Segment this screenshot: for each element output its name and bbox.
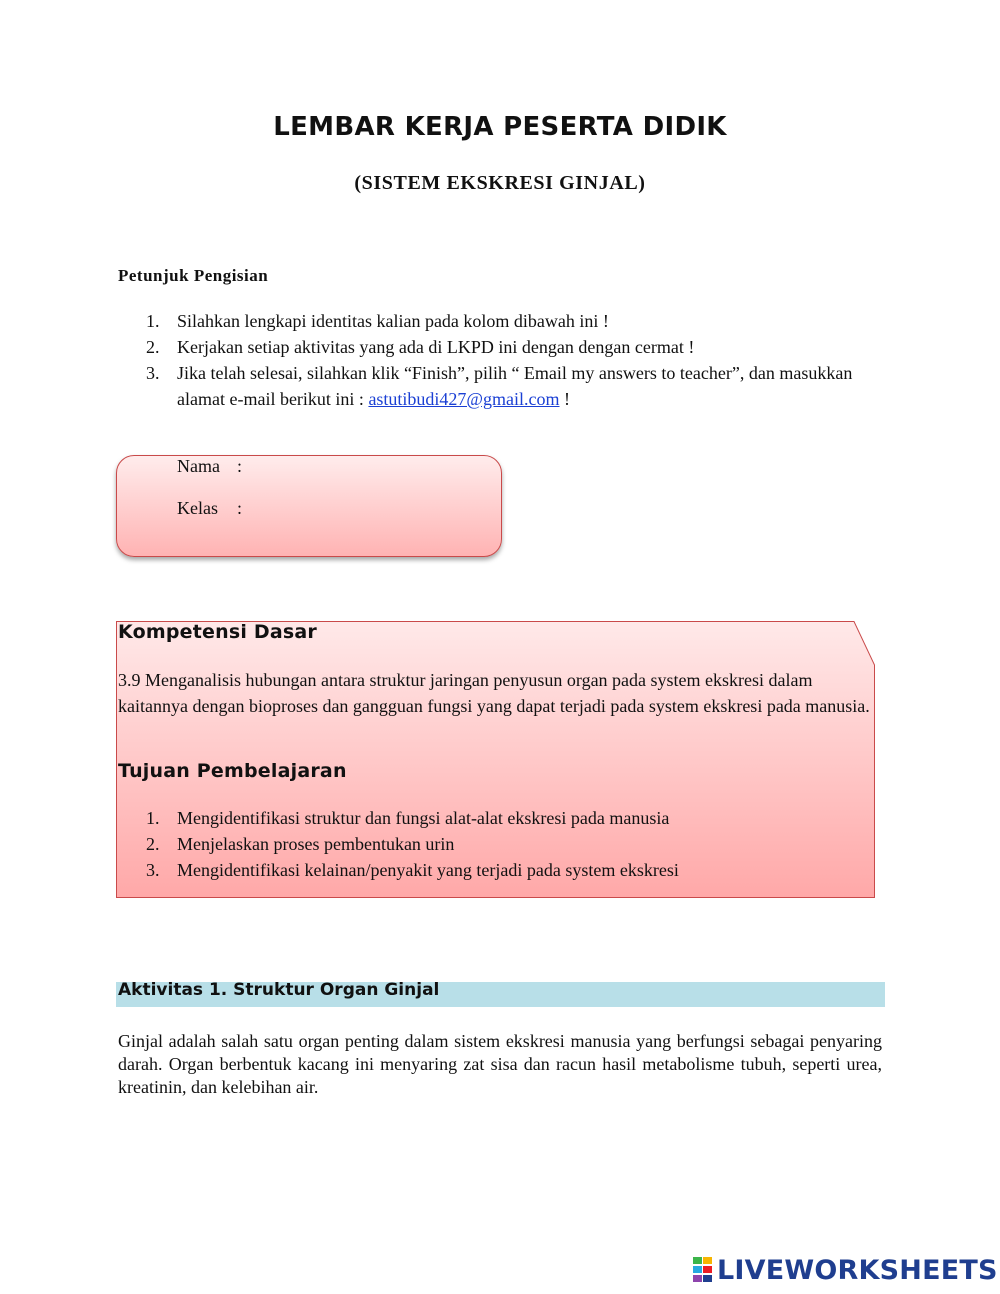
list-item-number: 1.	[146, 311, 160, 331]
brand-name: LIVEWORKSHEETS	[717, 1254, 998, 1286]
tujuan-heading: Tujuan Pembelajaran	[118, 760, 347, 782]
liveworksheets-logo-icon	[693, 1257, 713, 1283]
email-link[interactable]: astutibudi427@gmail.com	[368, 389, 560, 409]
kompetensi-text: 3.9 Menganalisis hubungan antara struktur jaringan penyusun organ pada system ekskresi dalam kaitannya dengan bioproses dan gangguan fungsi yang dapat terjadi pada system ekskresi pada manusia.	[118, 670, 870, 716]
list-item-number: 3.	[146, 860, 160, 880]
tujuan-list	[146, 805, 846, 883]
page-title: LEMBAR KERJA PESERTA DIDIK	[273, 112, 727, 142]
list-item-number: 2.	[146, 337, 160, 357]
list-item-text: Mengidentifikasi struktur dan fungsi alat-alat ekskresi pada manusia	[177, 808, 670, 828]
list-item-suffix: !	[559, 389, 570, 409]
list-item-number: 1.	[146, 808, 160, 828]
identity-box	[116, 455, 502, 557]
petunjuk-heading: Petunjuk Pengisian	[118, 266, 269, 285]
list-item-number: 2.	[146, 834, 160, 854]
page-subtitle: (SISTEM EKSKRESI GINJAL)	[354, 172, 646, 194]
aktivitas-text: Ginjal adalah salah satu organ penting dalam sistem ekskresi manusia yang berfungsi sebagai penyaring darah. Organ berbentuk kacang ini menyaring zat sisa dan racun hasil metabolisme tubuh, seperti urea, kreatinin, dan kelebihan air.	[118, 1031, 882, 1097]
list-item-text: Kerjakan setiap aktivitas yang ada di LKPD ini dengan dengan cermat !	[177, 337, 695, 357]
list-item-text: Silahkan lengkapi identitas kalian pada kolom dibawah ini !	[177, 311, 609, 331]
aktivitas-title: Aktivitas 1. Struktur Organ Ginjal	[118, 980, 440, 1000]
list-item-text: Menjelaskan proses pembentukan urin	[177, 834, 455, 854]
nama-label: Nama	[177, 456, 220, 476]
kelas-row	[177, 498, 243, 519]
kelas-label: Kelas	[177, 498, 218, 518]
list-item	[146, 857, 846, 883]
liveworksheets-brand[interactable]	[693, 1254, 998, 1286]
nama-row	[177, 456, 243, 477]
kompetensi-heading: Kompetensi Dasar	[118, 621, 317, 643]
list-item	[146, 334, 856, 360]
list-item	[146, 360, 856, 412]
list-item	[146, 308, 856, 334]
kelas-colon: :	[237, 498, 243, 518]
list-item-number: 3.	[146, 363, 160, 383]
nama-colon: :	[237, 456, 243, 476]
petunjuk-list	[146, 308, 856, 412]
list-item-text: Jika telah selesai, silahkan klik “Finish”, pilih “ Email my answers to teacher”, dan masukkan alamat e-mail berikut ini :	[177, 363, 853, 409]
list-item	[146, 831, 846, 857]
list-item	[146, 805, 846, 831]
list-item-text: Mengidentifikasi kelainan/penyakit yang terjadi pada system ekskresi	[177, 860, 679, 880]
